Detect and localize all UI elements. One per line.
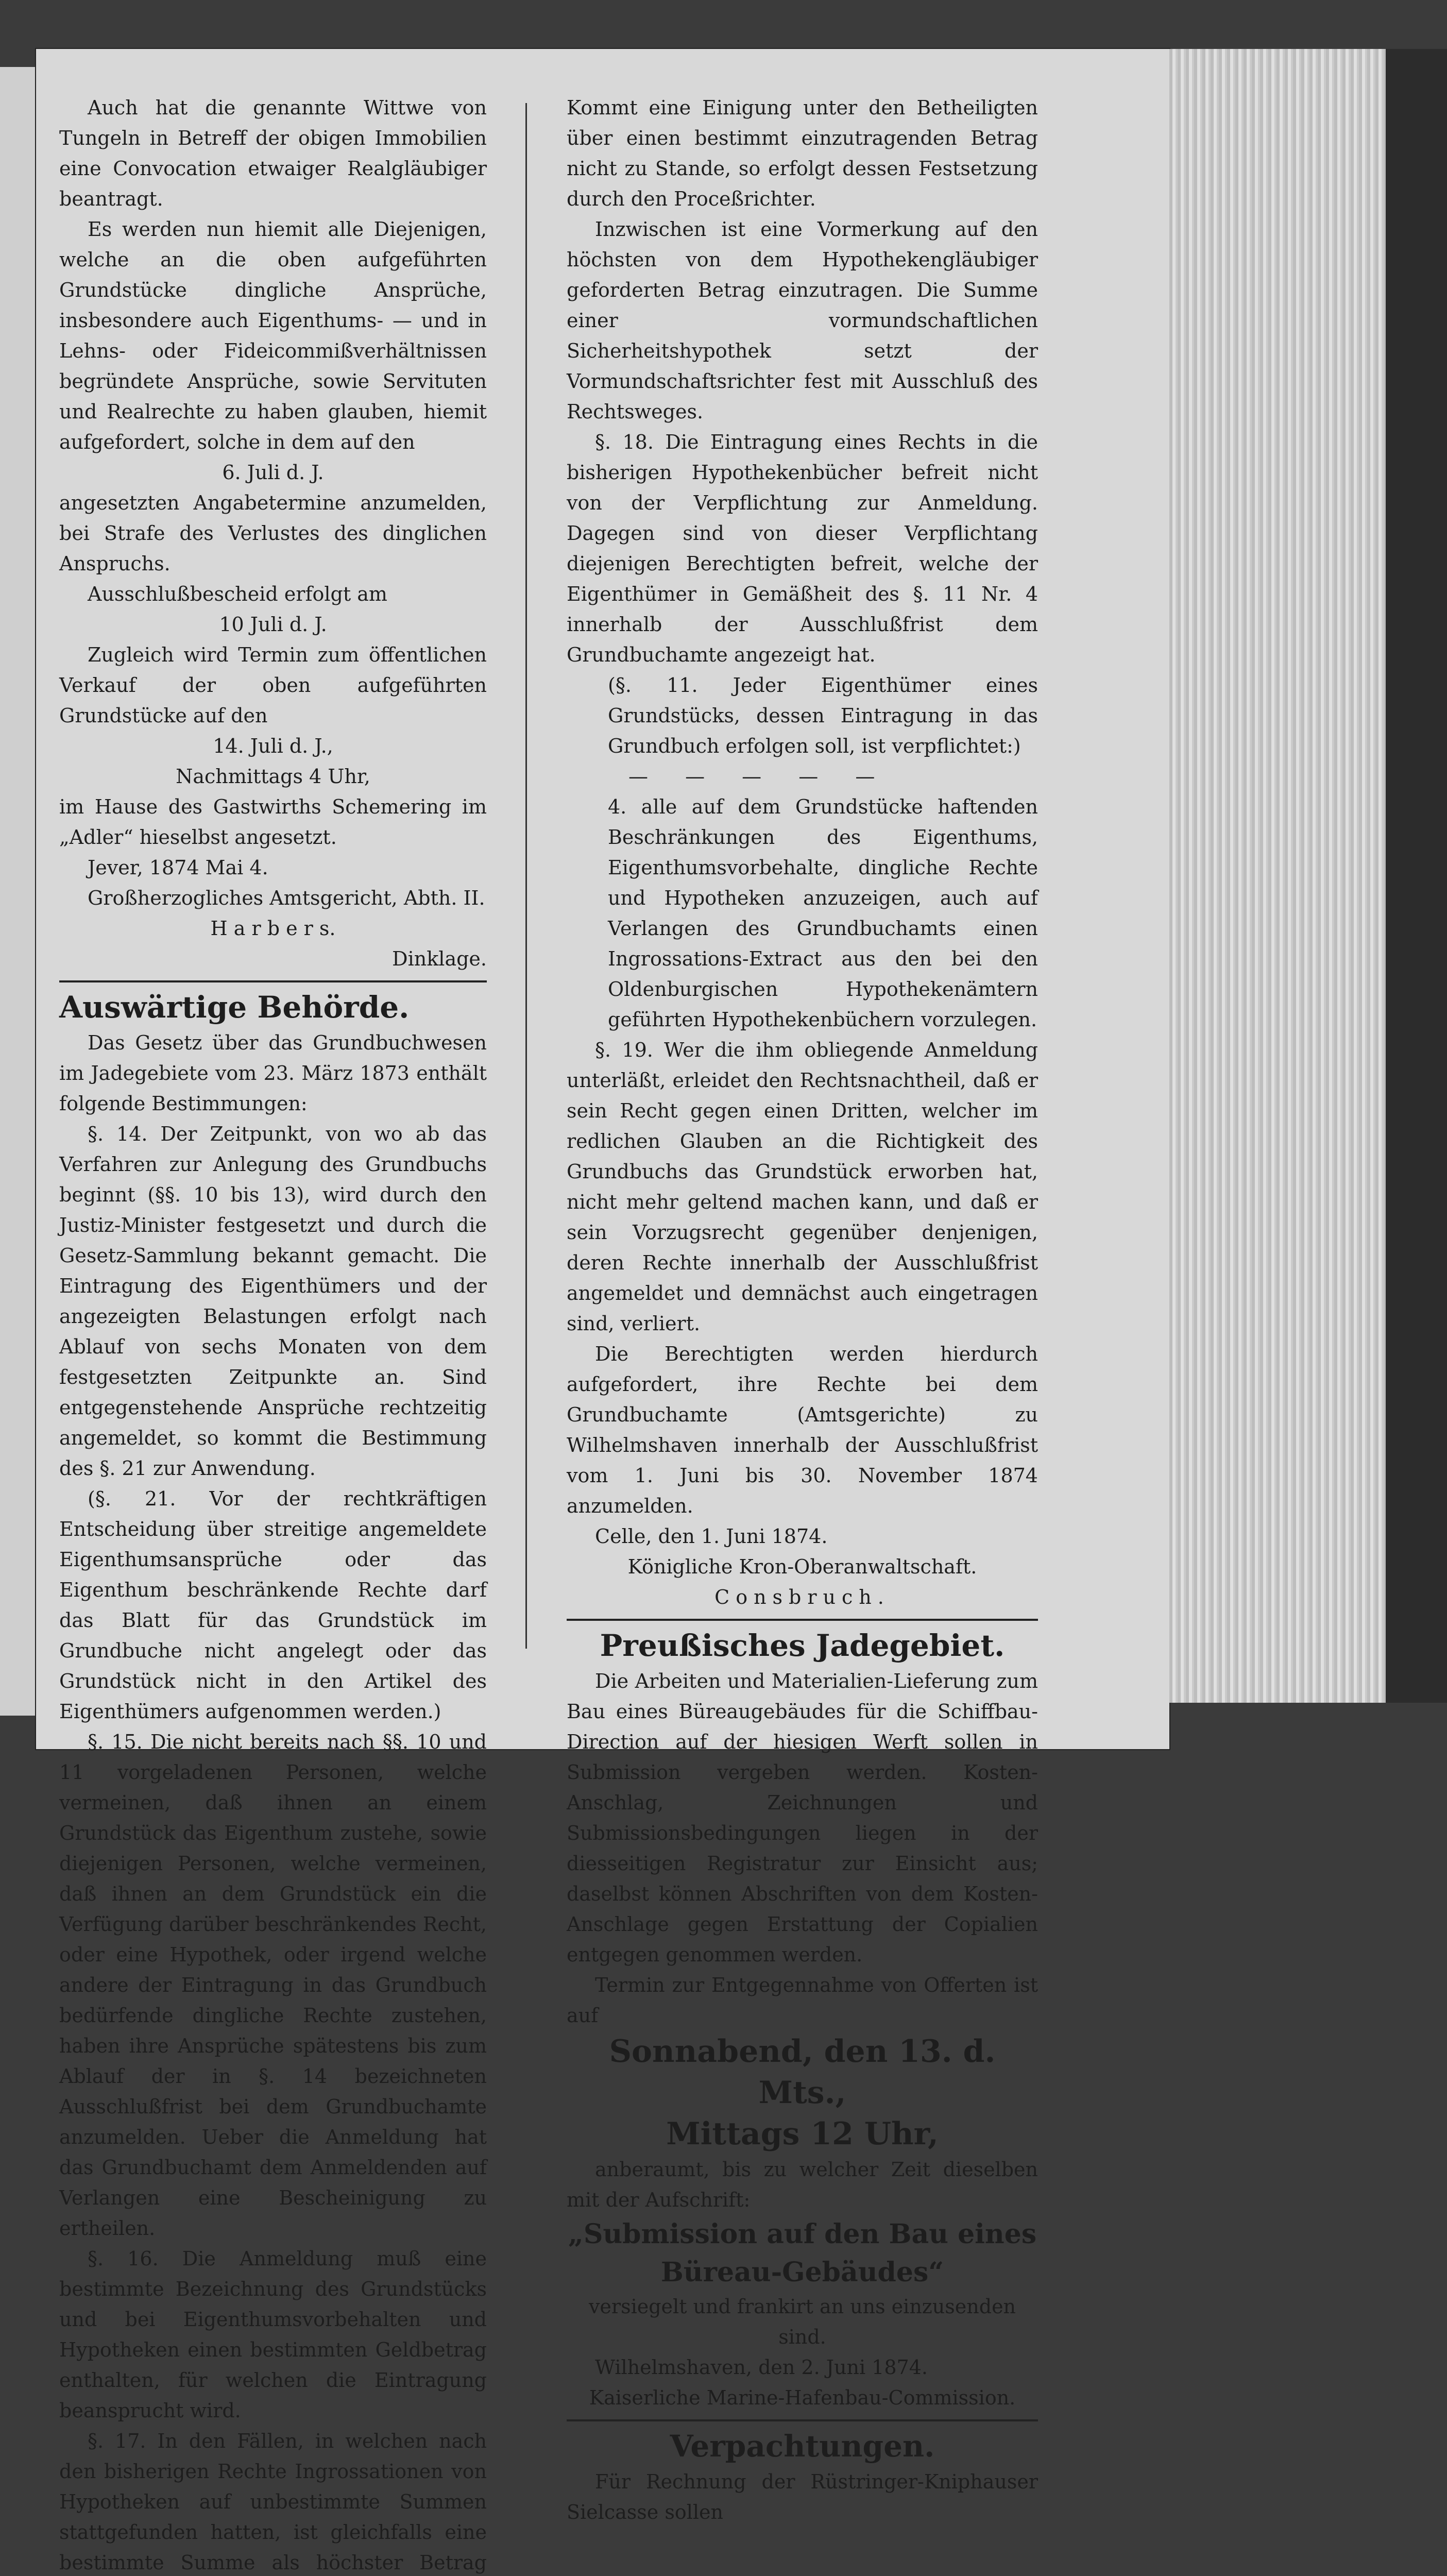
left-column xyxy=(59,93,487,2576)
inscription-line-1: „Submission auf den Bau eines xyxy=(568,2218,1037,2250)
section-heading: Verpachtungen. xyxy=(670,2429,935,2464)
date-line: 14. Juli d. J., xyxy=(213,735,333,757)
law-section-14: §. 14. Der Zeitpunkt, von wo ab das Verfahren zur Anlegung des Grundbuchs beginnt (§§. 10 bis 13), wird durch den Justiz-Minister festgesetzt und durch die Gesetz-Sammlung bekannt gemacht. Die Eintragung des Eigenthümers und der angezeigten Belastungen erfolgt nach Ablauf von sechs Monaten von dem festgesetzten Zeitpunkte an. Sind entgegenstehende Ansprüche rechtzeitig angemeldet, so kommt die Bestimmung des §. 21 zur Anwendung. xyxy=(59,1123,487,1480)
list-item-4: 4. alle auf dem Grundstücke haftenden Beschränkungen des Eigenthums, Eigenthumsvorbehalte, dingliche Rechte und Hypotheken anzuzeigen, auch auf Verlangen des Grundbuchamts einen Ingrossations-Extract aus den bei den Oldenburgischen Hypothekenämtern geführten Hypothekenbüchern vorzulegen. xyxy=(608,795,1038,1031)
paragraph: Zugleich wird Termin zum öffentlichen Verkauf der oben aufgeführten Grundstücke auf den xyxy=(59,643,487,727)
law-section-18: §. 18. Die Eintragung eines Rechts in die bisherigen Hypothekenbücher befreit nicht von der Verpflichtung zur Anmeldung. Dagegen sind von dieser Verpflichtang diejenigen Berechtigten befreit, welche der Eigenthümer in Gemäßheit des §. 11 Nr. 4 innerhalb der Ausschlußfrist dem Grundbuchamte angezeigt hat. xyxy=(567,431,1038,666)
law-section-11: (§. 11. Jeder Eigenthümer eines Grundstücks, dessen Eintragung in das Grundbuch erfolgen soll, ist verpflichtet:) xyxy=(608,674,1038,757)
previous-page-edge xyxy=(0,67,36,1716)
law-section-19: §. 19. Wer die ihm obliegende Anmeldung unterläßt, erleidet den Rechtsnachtheil, daß er sein Recht gegen einen Dritten, welcher im redlichen Glauben an die Richtigkeit des Grundbuchs das Grundstück erworben hat, nicht mehr geltend machen kann, und daß er sein Vorzugsrecht gegenüber denjenigen, deren Rechte innerhalb der Ausschlußfrist angemeldet und demnächst auch eingetragen sind, verliert. xyxy=(567,1039,1038,1335)
paragraph: Ausschlußbescheid erfolgt am xyxy=(88,583,387,605)
inscription-line-2: Büreau-Gebäudes“ xyxy=(660,2257,944,2288)
authority-name: Königliche Kron-Oberanwaltschaft. xyxy=(627,1555,977,1578)
paragraph: Für Rechnung der Rüstringer-Kniphauser Sielcasse sollen xyxy=(567,2470,1038,2523)
place-date: Wilhelmshaven, den 2. Juni 1874. xyxy=(595,2356,928,2379)
right-column xyxy=(567,93,1038,2528)
law-section-16: §. 16. Die Anmeldung muß eine bestimmte Bezeichnung des Grundstücks und bei Eigenthumsvorbehalten und Hypotheken einen bestimmten Geldbetrag enthalten, für welchen die Eintragung beansprucht wird. xyxy=(59,2247,487,2422)
paragraph: Inzwischen ist eine Vormerkung auf den höchsten von dem Hypothekengläubiger geforderten Betrag einzutragen. Die Summe einer vormundschaftlichen Sicherheitshypothek setzt der Vormundschaftsrichter fest mit Ausschluß des Rechtsweges. xyxy=(567,218,1038,423)
highlight-time: Mittags 12 Uhr, xyxy=(666,2116,939,2152)
paragraph: im Hause des Gastwirths Schemering im „Adler“ hieselbst angesetzt. xyxy=(59,795,487,849)
place-date: Jever, 1874 Mai 4. xyxy=(88,856,268,879)
paragraph: Termin zur Entgegennahme von Offerten ist auf xyxy=(567,1974,1038,2027)
dashes: — — — — — xyxy=(628,765,891,788)
paragraph: Es werden nun hiemit alle Diejenigen, welche an die oben aufgeführten Grundstücke dingliche Ansprüche, insbesondere auch Eigenthums- — und in Lehns- oder Fideicommißverhältnissen begründete Ansprüche, sowie Servituten und Realrechte zu haben glauben, hiemit aufgefordert, solche in dem auf den xyxy=(59,218,487,453)
court-name: Großherzogliches Amtsgericht, Abth. II. xyxy=(88,887,485,909)
place-date: Celle, den 1. Juni 1874. xyxy=(595,1525,828,1548)
law-section-21: (§. 21. Vor der rechtkräftigen Entscheidung über streitige angemeldete Eigenthumsansprüche oder das Eigenthum beschränkende Rechte darf das Blatt für das Grundstück im Grundbuche nicht angelegt oder das Grundstück nicht in den Artikel des Eigenthümers aufgenommen werden.) xyxy=(59,1487,487,1723)
paragraph: Die Berechtigten werden hierdurch aufgefordert, ihre Rechte bei dem Grundbuchamte (Amtsgerichte) zu Wilhelmshaven innerhalb der Ausschlußfrist vom 1. Juni bis 30. November 1874 anzumelden. xyxy=(567,1343,1038,1517)
section-rule xyxy=(567,1619,1038,1621)
date-line: 10 Juli d. J. xyxy=(219,613,327,636)
paragraph: Das Gesetz über das Grundbuchwesen im Jadegebiete vom 23. März 1873 enthält folgende Bestimmungen: xyxy=(59,1031,487,1115)
paragraph: Kommt eine Einigung unter den Betheiligten über einen bestimmt einzutragenden Betrag nicht zu Stande, so erfolgt dessen Festsetzung durch den Proceßrichter. xyxy=(567,96,1038,210)
paragraph: anberaumt, bis zu welcher Zeit dieselben mit der Aufschrift: xyxy=(567,2158,1038,2211)
date-line: 6. Juli d. J. xyxy=(222,461,324,484)
section-rule xyxy=(59,980,487,982)
section-rule xyxy=(567,2419,1038,2421)
signature: H a r b e r s. xyxy=(210,917,336,940)
book-edge-shadow xyxy=(1386,49,1447,1703)
paragraph: Die Arbeiten und Materialien-Lieferung zum Bau eines Büreaugebäudes für die Schiffbau-Direction auf der hiesigen Werft sollen in Submission vergeben werden. Kosten-Anschlag, Zeichnungen und Submissionsbedingungen liegen in der diesseitigen Registratur zur Einsicht aus; daselbst können Abschriften von dem Kosten-Anschlage gegen Erstattung der Copialien entgegen genommen werden. xyxy=(567,1670,1038,1966)
authority-name: Kaiserliche Marine-Hafenbau-Commission. xyxy=(589,2386,1016,2409)
law-section-15: §. 15. Die nicht bereits nach §§. 10 und 11 vorgeladenen Personen, welche vermeinen, daß ihnen an einem Grundstück das Eigenthum zustehe, sowie diejenigen Personen, welche vermeinen, daß ihnen an dem Grundstück ein die Verfügung darüber beschränkendes Recht, oder eine Hypothek, oder irgend welche andere der Eintragung in das Grundbuch bedürfende dingliche Rechte zustehen, haben ihre Ansprüche spätestens bis zum Ablauf der in §. 14 bezeichneten Ausschlußfrist bei dem Grundbuchamte anzumelden. Ueber die Anmeldung hat das Grundbuchamt dem Anmeldenden auf Verlangen eine Bescheinigung zu ertheilen. xyxy=(59,1731,487,2240)
highlight-date: Sonnabend, den 13. d. Mts., xyxy=(609,2033,996,2111)
column-divider xyxy=(525,103,527,1649)
book-page-stack xyxy=(1169,49,1386,1703)
paragraph: Auch hat die genannte Wittwe von Tungeln in Betreff der obigen Immobilien eine Convocation etwaiger Realgläubiger beantragt. xyxy=(59,96,487,210)
law-section-17: §. 17. In den Fällen, in welchen nach den bisherigen Rechte Ingrossationen von Hypotheken auf unbestimmte Summen stattgefunden hatten, ist gleichfalls eine bestimmte Summe als höchster Betrag xyxy=(59,2430,487,2574)
section-heading: Preußisches Jadegebiet. xyxy=(600,1628,1005,1663)
time-line: Nachmittags 4 Uhr, xyxy=(176,765,370,788)
paragraph: angesetzten Angabetermine anzumelden, bei Strafe des Verlustes des dinglichen Anspruchs. xyxy=(59,492,487,575)
paragraph: versiegelt und frankirt an uns einzusenden sind. xyxy=(588,2295,1016,2348)
place-name: Dinklage. xyxy=(392,947,487,970)
signature: Consbruch. xyxy=(714,1586,890,1608)
section-heading: Auswärtige Behörde. xyxy=(59,990,410,1025)
